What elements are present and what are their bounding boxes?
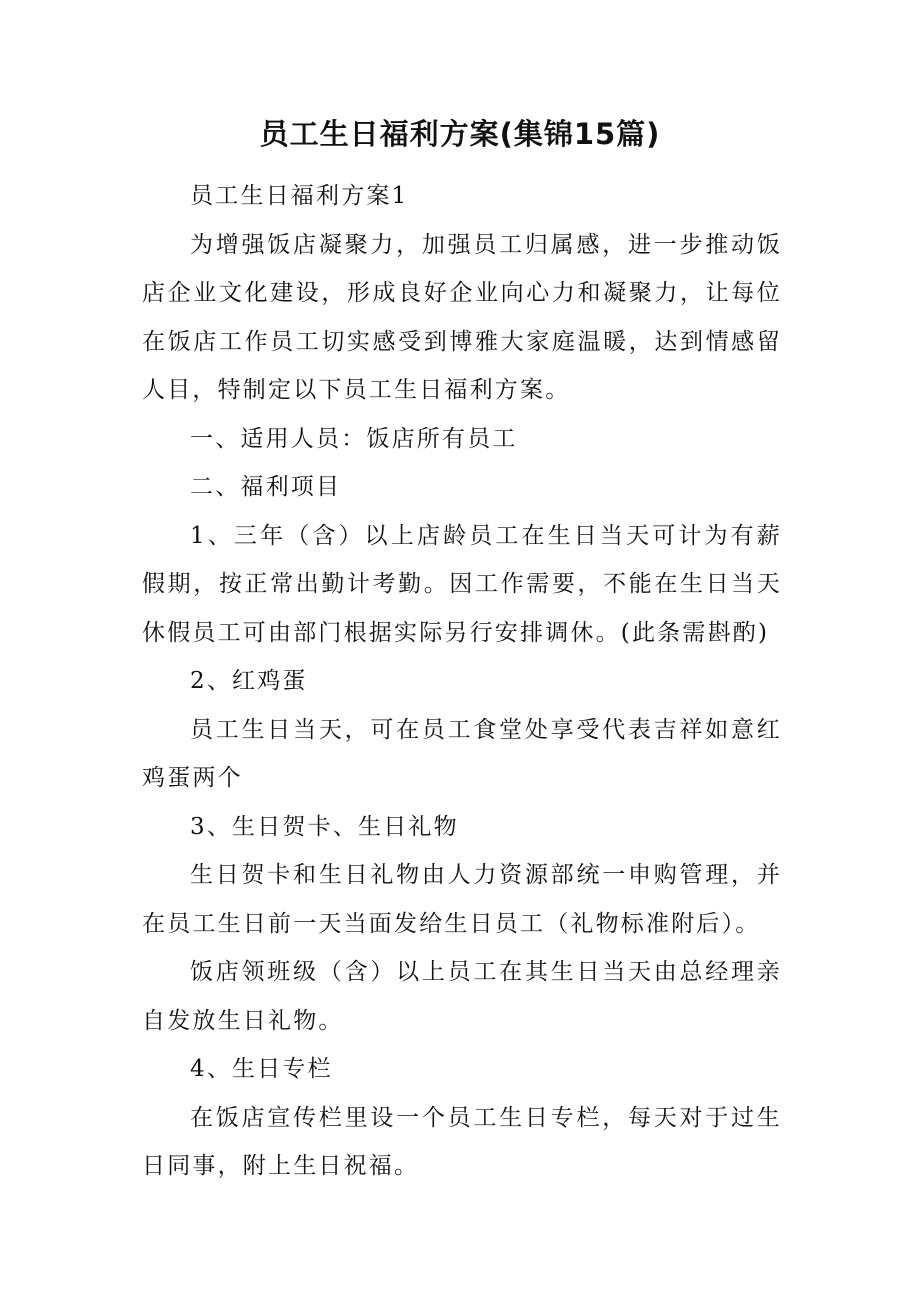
applicable-staff-heading: 一、适用人员：饭店所有员工 <box>190 425 518 452</box>
red-eggs-heading: 2、红鸡蛋 <box>190 668 308 694</box>
document-title: 员工生日福利方案(集锦15篇) <box>259 117 661 151</box>
supervisor-gift-paragraph: 饭店领班级（含）以上员工在其生日当天由总经理亲自发放生日礼物。 <box>142 959 782 1034</box>
red-eggs-paragraph: 员工生日当天，可在员工食堂处享受代表吉祥如意红鸡蛋两个 <box>142 716 782 791</box>
card-gift-heading: 3、生日贺卡、生日礼物 <box>190 813 459 840</box>
card-gift-paragraph: 生日贺卡和生日礼物由人力资源部统一申购管理，并在员工生日前一天当面发给生日员工（礼物标准附后）。 <box>142 862 782 937</box>
document-body <box>142 172 782 1191</box>
birthday-column-heading: 4、生日专栏 <box>190 1056 333 1082</box>
intro-paragraph: 为增强饭店凝聚力，加强员工归属感，进一步推动饭店企业文化建设，形成良好企业向心力和凝聚力，让每位在饭店工作员工切实感受到博雅大家庭温暖，达到情感留人目，特制定以下员工生日福利方案。 <box>142 231 782 403</box>
section-heading: 员工生日福利方案1 <box>190 183 409 209</box>
benefit-items-heading: 二、福利项目 <box>190 474 342 500</box>
birthday-column-paragraph: 在饭店宣传栏里设一个员工生日专栏，每天对于过生日同事，附上生日祝福。 <box>142 1104 782 1179</box>
paid-leave-item: 1、三年（含）以上店龄员工在生日当天可计为有薪假期，按正常出勤计考勤。因工作需要，不能在生日当天休假员工可由部门根据实际另行安排调休。(此条需斟酌) <box>142 522 782 646</box>
